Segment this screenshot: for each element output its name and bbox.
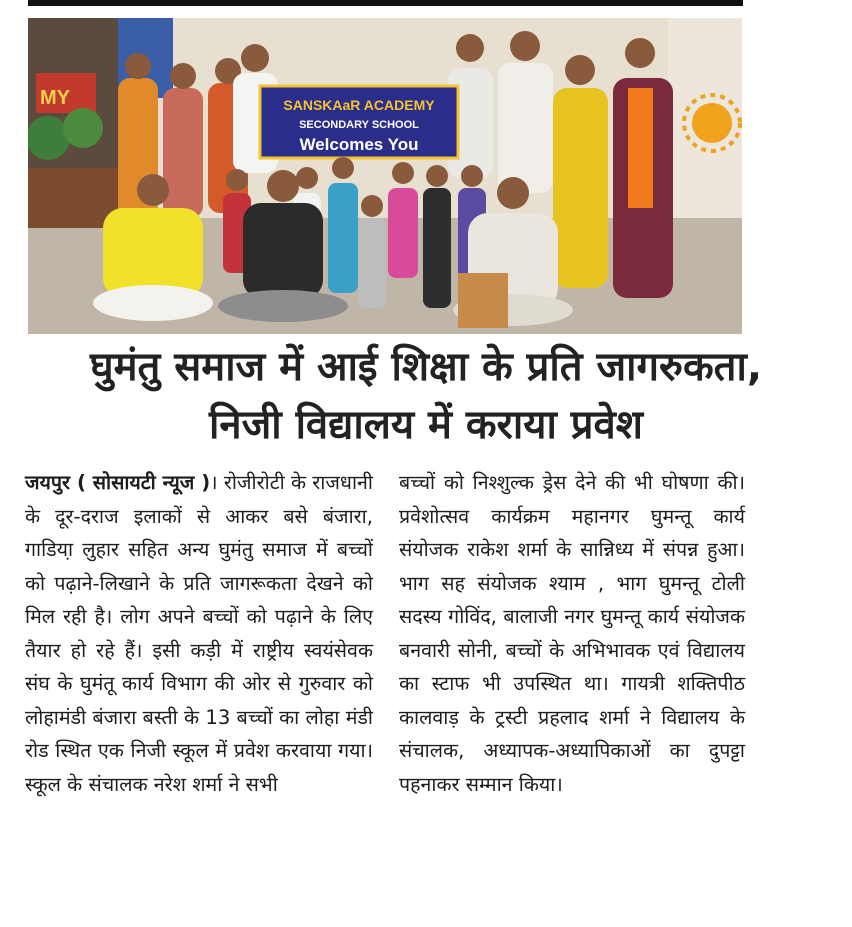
headline-line-2: निजी विद्यालय में कराया प्रवेश bbox=[209, 402, 643, 448]
wall-sign-text: MY bbox=[40, 87, 70, 109]
dateline: जयपुर ( सोसायटी न्यूज ) bbox=[25, 471, 211, 494]
headline-line-1: घुमंतु समाज में आई शिक्षा के प्रति जागरुकता, bbox=[89, 344, 763, 390]
article-text-right: बच्चों को निश्शुल्क ड्रेस देने की भी घोषणा की। प्रवेशोत्सव कार्यक्रम महानगर घुमन्तू कार्य संयोजक राकेश शर्मा के सान्निध्य में संपन्न हुआ। भाग सह संयोजक श्याम , भाग घुमन्तू टोली सदस्य गोविंद, बालाजी नगर घुमन्तू कार्य संयोजक बनवारी सोनी, बच्चों के अभिभावक एवं विद्यालय का स्टाफ भी उपस्थित था। गायत्री शक्तिपीठ कालवाड़ के ट्रस्टी प्रहलाद शर्मा ने विद्यालय के संचालक, अध्यापक-अध्यापिकाओं का दुपट्टा पहनाकर सम्मान किया। bbox=[399, 471, 745, 796]
article-column-left bbox=[25, 466, 373, 801]
article-text-left: । रोजीरोटी के राजधानी के दूर-दराज इलाकों से आकर बसे बंजारा, गाडिया़ लुहार सहित अन्य घुमंतु समाज में बच्चों को पढ़ाने-लिखाने के प्रति जागरूकता देखने को मिल रही है। लोग अपने बच्चों को पढ़ाने के लिए तैयार हो रहे हैं। इसी कड़ी में राष्ट्रीय स्वयंसेवक संघ के घुमंतू कार्य विभाग की ओर से गुरुवार को लोहामंडी बंजारा बस्ती के 13 बच्चों का लोहा मंडी रोड स्थित एक निजी स्कूल में प्रवेश करवाया गया। स्कूल के संचालक नरेश शर्मा ने सभी bbox=[25, 471, 373, 796]
sun-symbol-icon bbox=[692, 103, 732, 143]
banner-welcome: Welcomes You bbox=[299, 135, 419, 154]
article-column-right bbox=[399, 466, 745, 801]
top-border-rule bbox=[28, 0, 743, 6]
news-photo bbox=[28, 18, 742, 334]
banner-subtitle: SECONDARY SCHOOL bbox=[299, 119, 419, 131]
welcome-banner bbox=[260, 86, 458, 158]
banner-title: SANSKAaR ACADEMY bbox=[283, 97, 435, 113]
group-photo-illustration bbox=[28, 18, 742, 334]
